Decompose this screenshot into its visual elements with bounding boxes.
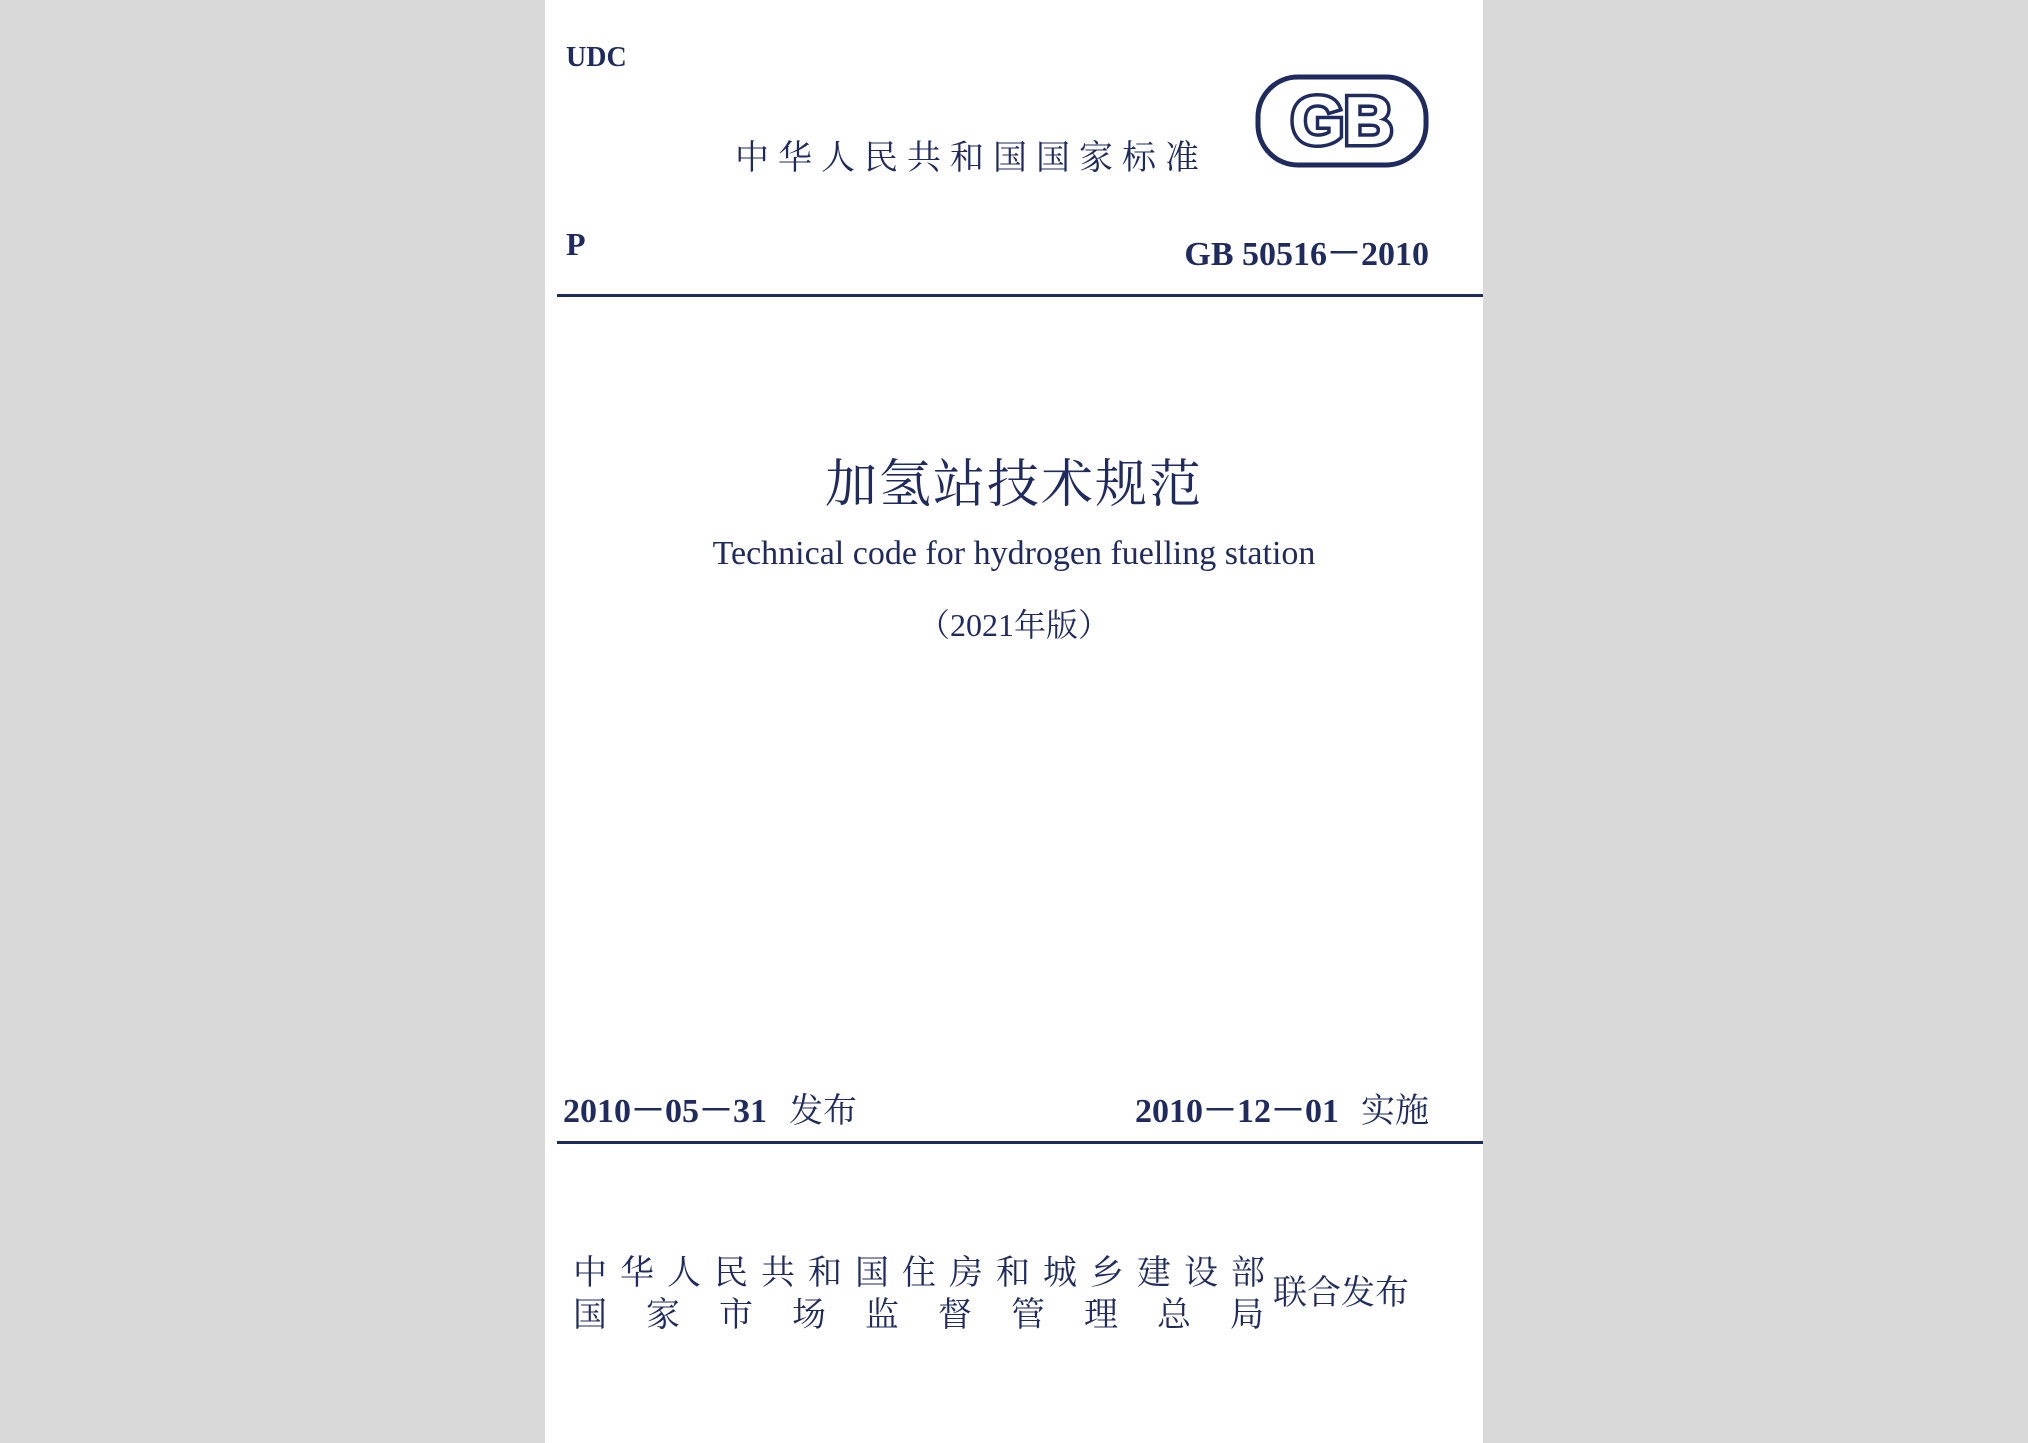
publisher-list bbox=[573, 1245, 1303, 1335]
publisher-ministry: 中华人民共和国住房和城乡建设部 bbox=[573, 1253, 1278, 1293]
issue-date: 2010－05－31 bbox=[563, 1093, 767, 1130]
national-standard-heading: 中华人民共和国国家标准 bbox=[735, 138, 1208, 178]
header-divider bbox=[557, 294, 1483, 297]
title-english: Technical code for hydrogen fuelling station bbox=[712, 535, 1316, 572]
title-chinese: 加氢站技术规范 bbox=[824, 455, 1203, 515]
footer-divider bbox=[557, 1141, 1483, 1144]
publisher-administration: 国家市场监督管理总局 bbox=[573, 1295, 1303, 1335]
udc-label: UDC bbox=[566, 42, 627, 73]
implementation-date: 2010－12－01 bbox=[1135, 1093, 1339, 1130]
standard-cover-page bbox=[545, 0, 1483, 1443]
issue-date-line bbox=[563, 1083, 857, 1132]
classification-code: P bbox=[566, 226, 586, 262]
joint-release-label: 联合发布 bbox=[1273, 1273, 1409, 1313]
gb-logo-text: GB bbox=[1291, 83, 1393, 159]
implementation-date-line bbox=[1135, 1083, 1429, 1132]
implementation-label: 实施 bbox=[1361, 1091, 1429, 1131]
edition-label: （2021年版） bbox=[917, 607, 1110, 643]
standard-number: GB 50516－2010 bbox=[1184, 236, 1429, 273]
gb-logo-icon bbox=[1255, 74, 1429, 168]
issue-label: 发布 bbox=[789, 1091, 857, 1131]
